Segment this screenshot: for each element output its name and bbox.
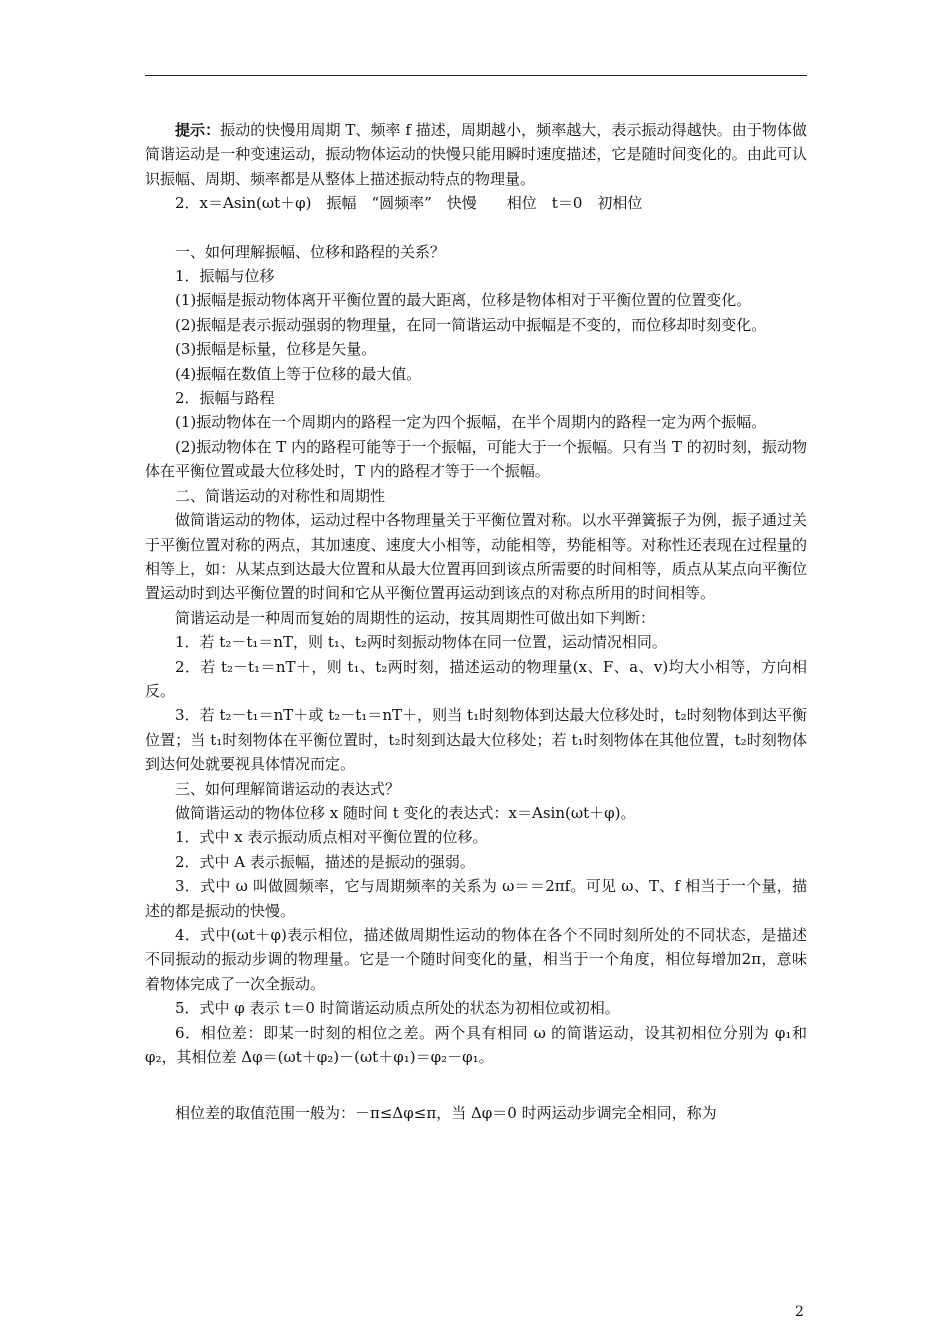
paragraph: 3．若 t₂－t₁＝nT＋或 t₂－t₁＝nT＋，则当 t₁时刻物体到达最大位移处时，t₂时刻物体到达平衡位置；当 t₁时刻物体在平衡位置时，t₂时刻到达最大位移处；若 t₁时刻物体在其他位置，t₂时刻物体到达何处就要视具体情况而定。 bbox=[145, 706, 807, 774]
paragraph: 2．式中 A 表示振幅，描述的是振动的强弱。 bbox=[175, 852, 475, 871]
document-body bbox=[145, 118, 807, 1126]
paragraph: (4)振幅在数值上等于位移的最大值。 bbox=[175, 364, 422, 383]
paragraph: (3)振幅是标量，位移是矢量。 bbox=[175, 340, 377, 359]
paragraph: 5．式中 φ 表示 t＝0 时简谐运动质点所处的状态为初相位或初相。 bbox=[175, 999, 620, 1018]
answer-line: 2．x＝Asin(ωt＋φ) 振幅 “圆频率” 快慢 相位 t＝0 初相位 bbox=[175, 194, 643, 213]
paragraph: 1．若 t₂－t₁＝nT，则 t₁、t₂两时刻振动物体在同一位置，运动情况相同。 bbox=[175, 633, 667, 652]
paragraph: 简谐运动是一种周而复始的周期性的运动，按其周期性可做出如下判断： bbox=[175, 608, 656, 627]
paragraph: 3．式中 ω 叫做圆频率，它与周期频率的关系为 ω＝＝2πf。可见 ω、T、f 相当于一个量，描述的都是振动的快慢。 bbox=[145, 877, 807, 920]
subheading: 1．振幅与位移 bbox=[175, 267, 275, 286]
hint-label: 提示： bbox=[175, 121, 221, 139]
page-number: 2 bbox=[795, 1304, 804, 1320]
section-heading-3: 三、如何理解简谐运动的表达式？ bbox=[175, 779, 401, 798]
paragraph: (2)振动物体在 T 内的路程可能等于一个振幅，可能大于一个振幅。只有当 T 的初时刻，振动物体在平衡位置或最大位移处时，T 内的路程才等于一个振幅。 bbox=[145, 437, 807, 481]
paragraph: 做简谐运动的物体，运动过程中各物理量关于平衡位置对称。以水平弹簧振子为例，振子通过关于平衡位置对称的两点，其加速度、速度大小相等，动能相等，势能相等。对称性还表现在过程量的相等上，如：从某点到达最大位置和从最大位置再回到该点所需要的时间相等，质点从某点向平衡位置运动时到达平衡位置的时间和它从平衡位置再运动到该点的对称点所用的时间相等。 bbox=[145, 511, 807, 603]
last-paragraph: 相位差的取值范围一般为：－π≤Δφ≤π，当 Δφ＝0 时两运动步调完全相同，称为 bbox=[175, 1104, 717, 1123]
section-heading-1: 一、如何理解振幅、位移和路程的关系？ bbox=[175, 242, 446, 261]
paragraph: 2．若 t₂－t₁＝nT＋，则 t₁、t₂两时刻，描述运动的物理量(x、F、a、v)均大小相等，方向相反。 bbox=[145, 657, 807, 700]
paragraph: 1．式中 x 表示振动质点相对平衡位置的位移。 bbox=[175, 828, 488, 847]
paragraph: (1)振动物体在一个周期内的路程一定为四个振幅，在半个周期内的路程一定为两个振幅。 bbox=[175, 413, 767, 432]
header-rule bbox=[145, 75, 807, 76]
paragraph: (2)振幅是表示振动强弱的物理量，在同一简谐运动中振幅是不变的，而位移却时刻变化。 bbox=[175, 315, 767, 334]
hint-paragraph bbox=[145, 118, 807, 191]
hint-text: 振动的快慢用周期 T、频率 f 描述，周期越小，频率越大，表示振动得越快。由于物体做简谐运动是一种变速运动，振动物体运动的快慢只能用瞬时速度描述，它是随时间变化的。由此可认识振幅、周期、频率都是从整体上描述振动特点的物理量。 bbox=[145, 121, 807, 188]
paragraph: 做简谐运动的物体位移 x 随时间 t 变化的表达式：x＝Asin(ωt＋φ)。 bbox=[175, 803, 636, 822]
section-heading-2: 二、简谐运动的对称性和周期性 bbox=[175, 486, 386, 505]
paragraph: (1)振幅是振动物体离开平衡位置的最大距离，位移是物体相对于平衡位置的位置变化。 bbox=[175, 291, 752, 310]
paragraph: 4．式中(ωt＋φ)表示相位，描述做周期性运动的物体在各个不同时刻所处的不同状态，是描述不同振动的振动步调的物理量。它是一个随时间变化的量，相当于一个角度，相位每增加2π，意味着物体完成了一次全振动。 bbox=[145, 926, 807, 993]
subheading: 2．振幅与路程 bbox=[175, 389, 275, 408]
paragraph: 6．相位差：即某一时刻的相位之差。两个具有相同 ω 的简谐运动，设其初相位分别为 φ₁和 φ₂，其相位差 Δφ＝(ωt＋φ₂)－(ωt＋φ₁)＝φ₂－φ₁。 bbox=[145, 1023, 807, 1067]
